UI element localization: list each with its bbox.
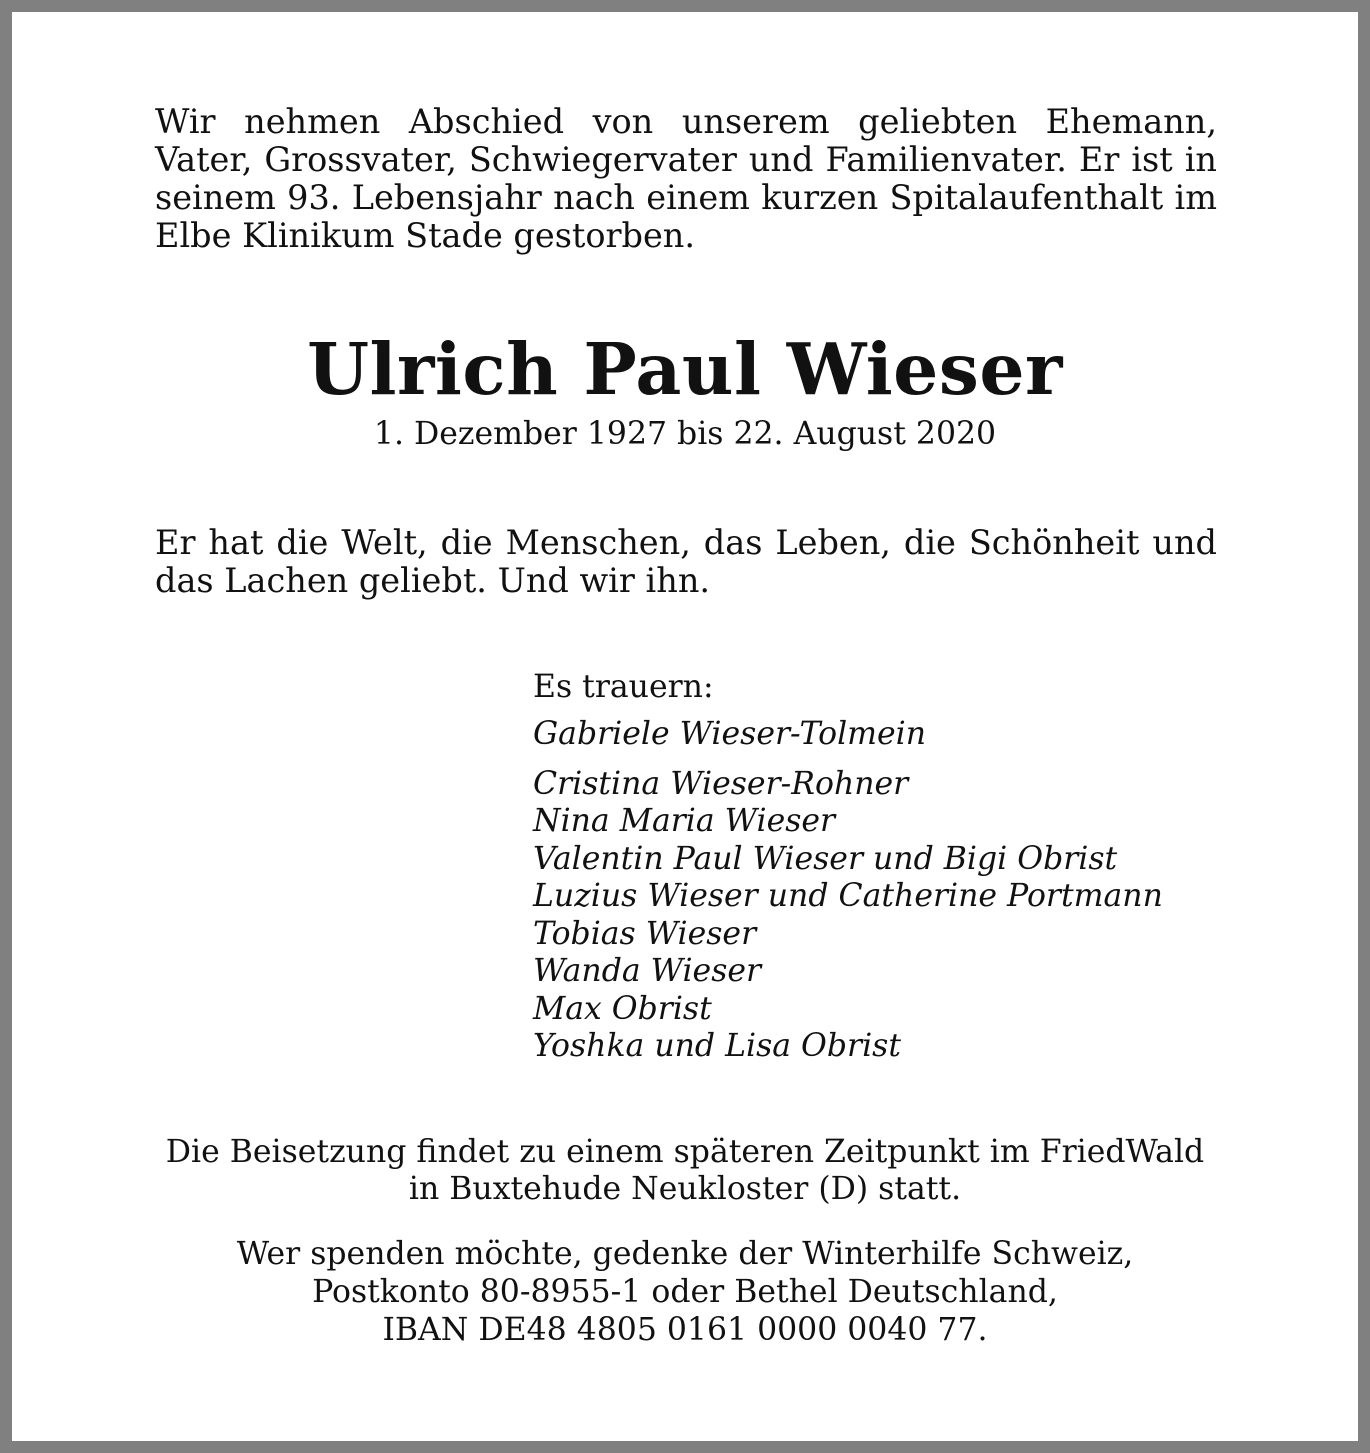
mourner-name: Luzius Wieser und Catherine Portmann <box>533 878 1163 914</box>
obituary-card <box>12 12 1358 1441</box>
mourner-name: Nina Maria Wieser <box>533 803 836 839</box>
mourner-name: Yoshka und Lisa Obrist <box>533 1028 902 1064</box>
burial-notice <box>12 1134 1358 1208</box>
mourner-name: Wanda Wieser <box>533 953 762 989</box>
donation-line: Wer spenden möchte, gedenke der Winterhilfe Schweiz, <box>236 1236 1134 1272</box>
mourner-name: Gabriele Wieser-Tolmein <box>533 716 927 752</box>
donation-line: IBAN DE48 4805 0161 0000 0040 77. <box>382 1312 988 1348</box>
mourners-section <box>533 668 1233 1066</box>
mourner-name: Cristina Wieser-Rohner <box>533 765 909 802</box>
mourners-heading: Es trauern: <box>533 669 714 705</box>
deceased-name: Ulrich Paul Wieser <box>307 327 1063 411</box>
mourner-name: Tobias Wieser <box>533 915 757 952</box>
mourner-name: Valentin Paul Wieser und Bigi Obrist <box>533 840 1118 877</box>
intro-paragraph: Wir nehmen Abschied von unserem geliebten Ehemann, Vater, Grossvater, Schwiegervater und Familienvater. Er ist in seinem 93. Lebensjahr nach einem kurzen Spitalaufenthalt im Elbe Klinikum Stade gestorben. <box>155 102 1217 255</box>
donation-notice <box>12 1235 1358 1349</box>
burial-line: Die Beisetzung findet zu einem späteren Zeitpunkt im FriedWald <box>165 1134 1205 1170</box>
mourner-name: Max Obrist <box>533 990 712 1027</box>
mourners-list <box>533 716 1233 1066</box>
donation-line: Postkonto 80-8955-1 oder Bethel Deutschland, <box>312 1274 1058 1310</box>
tribute-paragraph: Er hat die Welt, die Menschen, das Leben, die Schönheit und das Lachen geliebt. Und wir ihn. <box>155 523 1217 600</box>
burial-line: in Buxtehude Neukloster (D) statt. <box>408 1171 962 1207</box>
life-dates: 1. Dezember 1927 bis 22. August 2020 <box>373 416 997 452</box>
